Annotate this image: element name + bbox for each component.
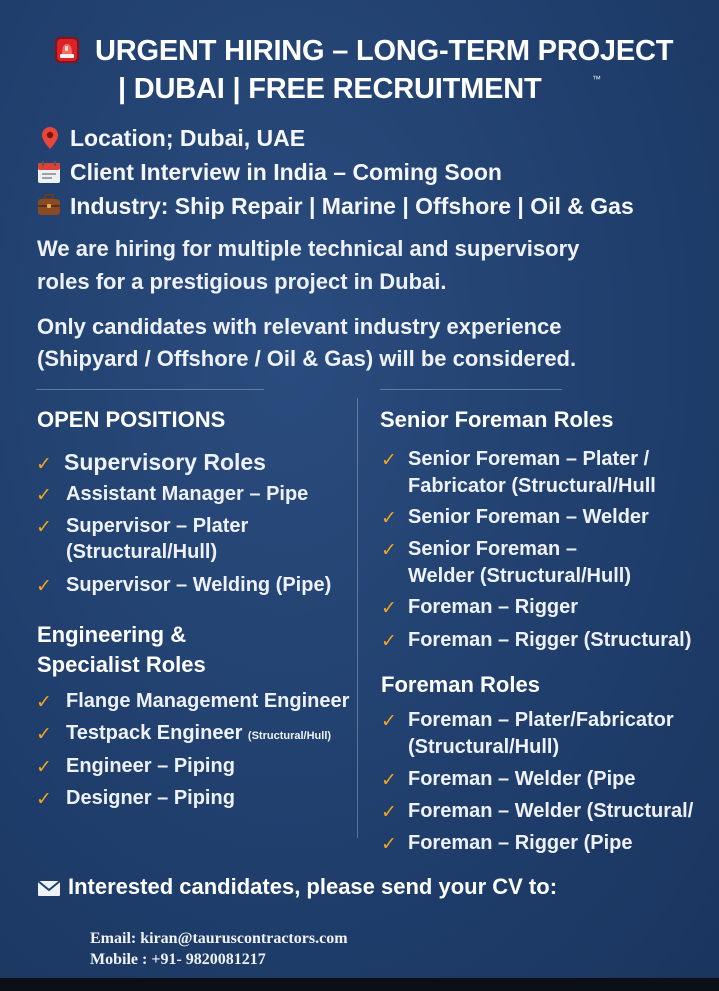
check-icon: ✓ <box>36 757 52 778</box>
check-icon: ✓ <box>36 517 52 538</box>
check-icon: ✓ <box>381 631 397 652</box>
check-icon: ✓ <box>36 485 52 506</box>
check-icon: ✓ <box>381 450 397 471</box>
position-item: Senior Foreman – Welder <box>408 506 649 528</box>
check-icon: ✓ <box>36 454 52 475</box>
check-icon: ✓ <box>381 711 397 732</box>
title-line-2: | DUBAI | FREE RECRUITMENT <box>118 73 542 105</box>
position-item-continued: Fabricator (Structural/Hull <box>408 475 656 497</box>
cta-text: Interested candidates, please send your CV to: <box>68 874 558 899</box>
intro-line-3: Only candidates with relevant industry experience <box>37 314 562 339</box>
position-item: Supervisor – Plater <box>66 515 249 537</box>
foreman-heading: Foreman Roles <box>381 672 540 697</box>
check-icon: ✓ <box>381 598 397 619</box>
interview-text: Client Interview in India – Coming Soon <box>70 159 502 185</box>
engineering-heading-line-1: Engineering & <box>37 622 187 647</box>
position-item: Senior Foreman – Plater / <box>408 448 650 470</box>
supervisory-heading: Supervisory Roles <box>64 449 266 475</box>
open-positions-heading: OPEN POSITIONS <box>37 407 226 432</box>
check-icon: ✓ <box>381 508 397 529</box>
position-item: Foreman – Rigger (Pipe <box>408 832 633 854</box>
position-item-continued: (Structural/Hull) <box>408 736 560 758</box>
position-item: Foreman – Plater/Fabricator <box>408 709 674 731</box>
check-icon: ✓ <box>36 724 52 745</box>
industry-text: Industry: Ship Repair | Marine | Offshore | Oil & Gas <box>70 193 634 219</box>
senior-foreman-heading: Senior Foreman Roles <box>380 407 614 432</box>
briefcase-icon <box>37 194 61 216</box>
check-icon: ✓ <box>381 802 397 823</box>
position-item: Designer – Piping <box>66 787 235 809</box>
position-item-note: (Structural/Hull) <box>247 730 332 742</box>
check-icon: ✓ <box>381 770 397 791</box>
intro-line-2: roles for a prestigious project in Dubai. <box>37 269 447 294</box>
check-icon: ✓ <box>36 576 52 597</box>
column-divider <box>357 398 358 838</box>
position-item: Foreman – Welder (Structural/ <box>408 800 694 822</box>
position-item: Supervisor – Welding (Pipe) <box>66 574 332 596</box>
position-item-label: Testpack Engineer <box>66 722 243 744</box>
email-text: Email: kiran@tauruscontractors.com <box>90 930 348 947</box>
position-item: Foreman – Rigger (Structural) <box>408 629 692 651</box>
intro-line-1: We are hiring for multiple technical and supervisory <box>37 236 580 261</box>
trademark-mark: ™ <box>592 74 601 84</box>
check-icon: ✓ <box>36 789 52 810</box>
check-icon: ✓ <box>381 834 397 855</box>
position-item: Foreman – Welder (Pipe <box>408 768 636 790</box>
envelope-icon <box>37 880 61 897</box>
siren-icon <box>54 36 80 64</box>
mobile-text: Mobile : +91- 9820081217 <box>90 951 266 968</box>
check-icon: ✓ <box>36 692 52 713</box>
position-item: Foreman – Rigger <box>408 596 579 618</box>
position-item-continued: Welder (Structural/Hull) <box>408 565 631 587</box>
title-line-1: URGENT HIRING – LONG-TERM PROJECT <box>95 35 674 67</box>
engineering-heading-line-2: Specialist Roles <box>37 652 206 677</box>
calendar-icon <box>37 160 61 184</box>
divider-left <box>36 389 264 390</box>
position-item <box>66 721 331 749</box>
bottom-border <box>0 978 719 991</box>
check-icon: ✓ <box>381 540 397 561</box>
position-item: Engineer – Piping <box>66 755 235 777</box>
position-item-continued: (Structural/Hull) <box>66 541 218 563</box>
divider-right <box>380 389 562 390</box>
location-pin-icon <box>41 126 59 150</box>
position-item: Flange Management Engineer <box>66 690 350 712</box>
position-item: Assistant Manager – Pipe <box>66 483 309 505</box>
position-item: Senior Foreman – <box>408 538 577 560</box>
intro-line-4: (Shipyard / Offshore / Oil & Gas) will be considered. <box>37 346 577 371</box>
location-text: Location; Dubai, UAE <box>70 125 306 151</box>
